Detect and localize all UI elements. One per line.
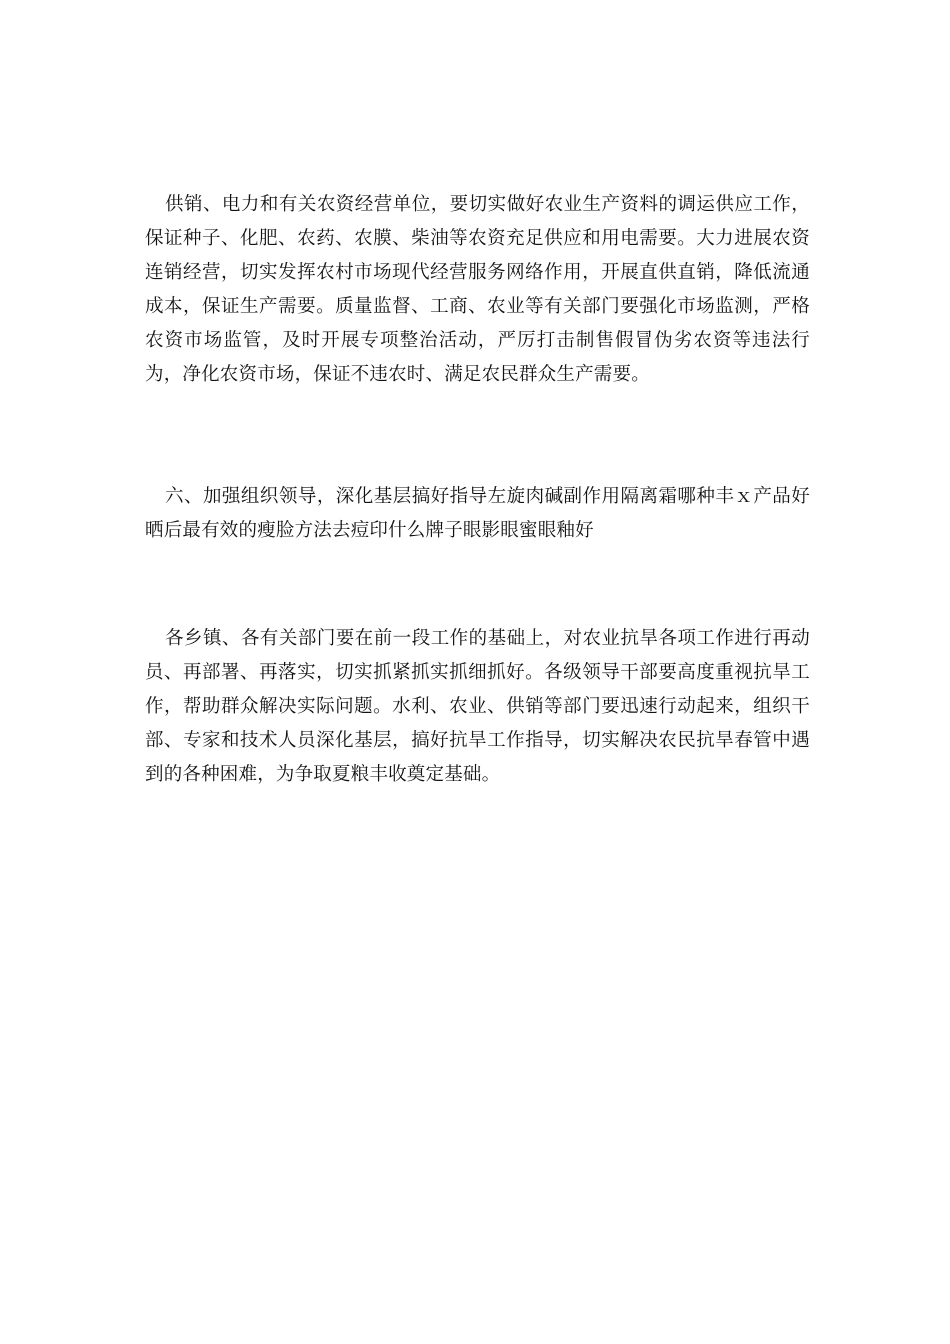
paragraph-townships: 各乡镇、各有关部门要在前一段工作的基础上，对农业抗旱各项工作进行再动员、再部署、再落实，切实抓紧抓实抓细抓好。各级领导干部要高度重视抗旱工作，帮助群众解决实际问题。水利、农业、供销等部门要迅速行动起来，组织干部、专家和技术人员深化基层，搞好抗旱工作指导，切实解决农民抗旱春管中遇到的各种困难，为争取夏粮丰收奠定基础。 <box>145 628 810 785</box>
paragraph-supply: 供销、电力和有关农资经营单位，要切实做好农业生产资料的调运供应工作，保证种子、化肥、农药、农膜、柴油等农资充足供应和用电需要。大力进展农资连销经营，切实发挥农村市场现代经营服务网络作用，开展直供直销，降低流通成本，保证生产需要。质量监督、工商、农业等有关部门要强化市场监测，严格农资市场监管，及时开展专项整治活动，严厉打击制售假冒伪劣农资等违法行为，净化农资市场，保证不违农时、满足农民群众生产需要。 <box>145 194 810 385</box>
section-heading-six: 六、加强组织领导，深化基层搞好指导左旋肉碱副作用隔离霜哪种丰ｘ产品好晒后最有效的瘦脸方法去痘印什么牌子眼影眼蜜眼釉好 <box>145 486 810 541</box>
